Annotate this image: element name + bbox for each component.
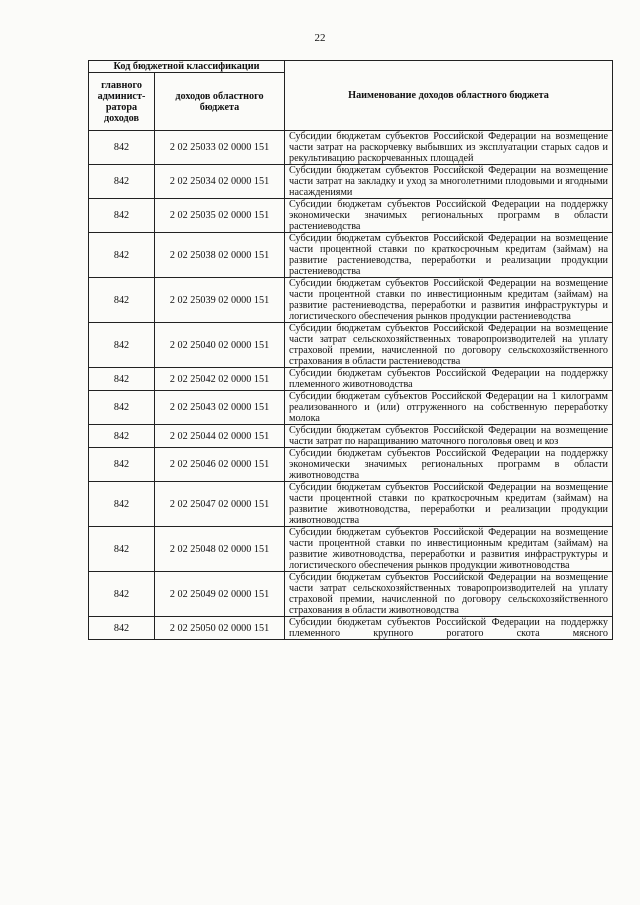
table-row	[89, 617, 613, 640]
table-row	[89, 165, 613, 199]
income-name-cell: Субсидии бюджетам субъектов Российской Федерации на поддержку племенного крупного рогатого скота мясного	[285, 617, 613, 640]
income-code-cell: 2 02 25034 02 0000 151	[155, 165, 285, 199]
admin-code-cell: 842	[89, 425, 155, 448]
income-name-cell: Субсидии бюджетам субъектов Российской Федерации на возмещение части затрат по наращиванию маточного поголовья овец и коз	[285, 425, 613, 448]
admin-code-cell: 842	[89, 572, 155, 617]
table-row	[89, 448, 613, 482]
admin-code-cell: 842	[89, 527, 155, 572]
header-chief-administrator: главного админист-ратора доходов	[89, 73, 155, 131]
income-code-cell: 2 02 25046 02 0000 151	[155, 448, 285, 482]
income-name-cell: Субсидии бюджетам субъектов Российской Федерации на 1 килограмм реализованного и (или) отгруженного на собственную переработку молока	[285, 391, 613, 425]
admin-code-cell: 842	[89, 368, 155, 391]
income-code-cell: 2 02 25043 02 0000 151	[155, 391, 285, 425]
table-row	[89, 233, 613, 278]
income-code-cell: 2 02 25040 02 0000 151	[155, 323, 285, 368]
admin-code-cell: 842	[89, 278, 155, 323]
income-code-cell: 2 02 25050 02 0000 151	[155, 617, 285, 640]
header-income-name: Наименование доходов областного бюджета	[285, 61, 613, 131]
admin-code-cell: 842	[89, 323, 155, 368]
table-row	[89, 572, 613, 617]
table-row	[89, 482, 613, 527]
budget-classification-table	[88, 60, 613, 640]
table-row	[89, 527, 613, 572]
page-number: 22	[314, 32, 326, 44]
income-name-cell: Субсидии бюджетам субъектов Российской Федерации на возмещение части процентной ставки по краткосрочным кредитам (займам) на развитие растениеводства, переработки и реализации продукции растениеводства	[285, 233, 613, 278]
table-row	[89, 391, 613, 425]
table-body	[89, 131, 613, 640]
income-code-cell: 2 02 25047 02 0000 151	[155, 482, 285, 527]
income-code-cell: 2 02 25048 02 0000 151	[155, 527, 285, 572]
admin-code-cell: 842	[89, 448, 155, 482]
table-row	[89, 425, 613, 448]
income-code-cell: 2 02 25039 02 0000 151	[155, 278, 285, 323]
table-row	[89, 131, 613, 165]
income-name-cell: Субсидии бюджетам субъектов Российской Федерации на возмещение части процентной ставки по инвестиционным кредитам (займам) на развитие растениеводства, переработки и развития инфраструктуры и логистического обеспечения рынков продукции растениеводства	[285, 278, 613, 323]
admin-code-cell: 842	[89, 617, 155, 640]
admin-code-cell: 842	[89, 165, 155, 199]
income-name-cell: Субсидии бюджетам субъектов Российской Федерации на возмещение части затрат на закладку и уход за многолетними плодовыми и ягодными насаждениями	[285, 165, 613, 199]
income-name-cell: Субсидии бюджетам субъектов Российской Федерации на возмещение части затрат сельскохозяйственных товаропроизводителей на уплату страховой премии, начисленной по договору сельскохозяйственного страхования в области растениеводства	[285, 323, 613, 368]
income-name-cell: Субсидии бюджетам субъектов Российской Федерации на возмещение части затрат сельскохозяйственных товаропроизводителей на уплату страховой премии, начисленной по договору сельскохозяйственного страхования в области животноводства	[285, 572, 613, 617]
income-name-cell: Субсидии бюджетам субъектов Российской Федерации на возмещение части процентной ставки по инвестиционным кредитам (займам) на развитие животноводства, переработки и развития инфраструктуры и логистического обеспечения рынков продукции животноводства	[285, 527, 613, 572]
income-name-cell: Субсидии бюджетам субъектов Российской Федерации на поддержку экономически значимых региональных программ в области растениеводства	[285, 199, 613, 233]
table-row	[89, 278, 613, 323]
admin-code-cell: 842	[89, 391, 155, 425]
header-regional-budget-income-code: доходов областного бюджета	[155, 73, 285, 131]
admin-code-cell: 842	[89, 131, 155, 165]
table-row	[89, 323, 613, 368]
income-code-cell: 2 02 25035 02 0000 151	[155, 199, 285, 233]
table-row	[89, 368, 613, 391]
income-code-cell: 2 02 25049 02 0000 151	[155, 572, 285, 617]
income-name-cell: Субсидии бюджетам субъектов Российской Федерации на поддержку племенного животноводства	[285, 368, 613, 391]
admin-code-cell: 842	[89, 482, 155, 527]
income-name-cell: Субсидии бюджетам субъектов Российской Федерации на возмещение части затрат на раскорчевку выбывших из эксплуатации старых садов и рекультивацию раскорчеванных площадей	[285, 131, 613, 165]
admin-code-cell: 842	[89, 199, 155, 233]
income-code-cell: 2 02 25042 02 0000 151	[155, 368, 285, 391]
header-classification-code: Код бюджетной классификации	[89, 61, 285, 73]
income-code-cell: 2 02 25044 02 0000 151	[155, 425, 285, 448]
income-name-cell: Субсидии бюджетам субъектов Российской Федерации на возмещение части процентной ставки по краткосрочным кредитам (займам) на развитие животноводства, переработки и реализации продукции животноводства	[285, 482, 613, 527]
table-row	[89, 199, 613, 233]
income-code-cell: 2 02 25038 02 0000 151	[155, 233, 285, 278]
income-name-cell: Субсидии бюджетам субъектов Российской Федерации на поддержку экономически значимых региональных программ в области животноводства	[285, 448, 613, 482]
income-code-cell: 2 02 25033 02 0000 151	[155, 131, 285, 165]
admin-code-cell: 842	[89, 233, 155, 278]
